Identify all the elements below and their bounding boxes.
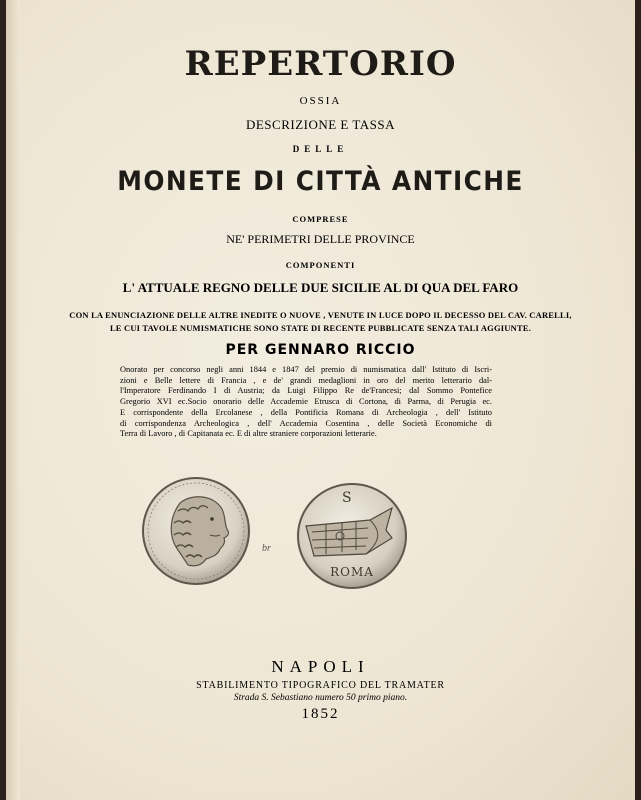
bio-line: zioni e Belle lettere di Francia , e de' grandi medaglioni in oro del merito letterario dal- bbox=[120, 375, 492, 385]
coin-reverse-mark: S bbox=[342, 490, 352, 506]
enunciazione-line-2: LE CUI TAVOLE NUMISMATICHE SONO STATE DI RECENTE PUBBLICATE SENZA TALI AGGIUNTE. bbox=[109, 323, 532, 333]
coin-reverse-prow-icon bbox=[296, 482, 408, 590]
coin-reverse-legend: ROMA bbox=[330, 565, 374, 579]
bio-line: l'Imperatore Ferdinando I di Austria; da Luigi Filippo Re de'Francesi; dal Sommo Pontefice bbox=[120, 386, 492, 396]
main-title: REPERTORIO bbox=[184, 44, 457, 84]
subtitle-ossia: OSSIA bbox=[299, 95, 342, 107]
imprint-city: NAPOLI bbox=[271, 657, 370, 676]
bio-line: Onorato per concorso negli anni 1844 e 1847 del premio di numismatica dall' Istituto di Iscri- bbox=[120, 365, 492, 374]
enunciazione-line-1: CON LA ENUNCIAZIONE DELLE ALTRE INEDITE O NUOVE , VENUTE IN LUCE DOPO IL DECESSO DEL CAV. CARELLI, bbox=[69, 310, 572, 320]
bio-line: di corrispondenza Archeologica , dell' Accademia Cosentina , delle Società Economiche di bbox=[120, 418, 492, 428]
subtitle-componenti: COMPONENTI bbox=[285, 260, 356, 270]
author-biography bbox=[120, 365, 492, 440]
bio-line: Terra di Lavoro , di Capitanata ec. E di altre straniere corporazioni letterarie. bbox=[120, 429, 377, 439]
subtitle-regno: L' ATTUALE REGNO DELLE DUE SICILIE AL DI QUA DEL FARO bbox=[122, 280, 519, 295]
subtitle-delle: DELLE bbox=[292, 144, 349, 154]
author-name: PER GENNARO RICCIO bbox=[225, 342, 416, 358]
signature: br bbox=[262, 543, 271, 554]
subtitle-comprese: COMPRESE bbox=[292, 214, 349, 224]
imprint-printer: STABILIMENTO TIPOGRAFICO DEL TRAMATER bbox=[196, 680, 445, 691]
coin-obverse-head-icon bbox=[140, 475, 252, 587]
subtitle-descrizione: DESCRIZIONE E TASSA bbox=[245, 117, 396, 132]
subtitle-perimetri: NE' PERIMETRI DELLE PROVINCE bbox=[226, 232, 415, 246]
imprint-address: Strada S. Sebastiano numero 50 primo piano. bbox=[233, 693, 408, 703]
subtitle-monete: MONETE DI CITTÀ ANTICHE bbox=[117, 166, 524, 197]
imprint-year: 1852 bbox=[301, 706, 340, 722]
bio-line: E corrispondente della Ercolanese , della Pontificia Romana di Archeologia , dell' Istituto bbox=[120, 407, 492, 417]
bio-line: Gregorio XVI ec.Socio onorario delle Accademie Etrusca di Cortona, di Parma, di Perugia ec. bbox=[120, 397, 492, 407]
